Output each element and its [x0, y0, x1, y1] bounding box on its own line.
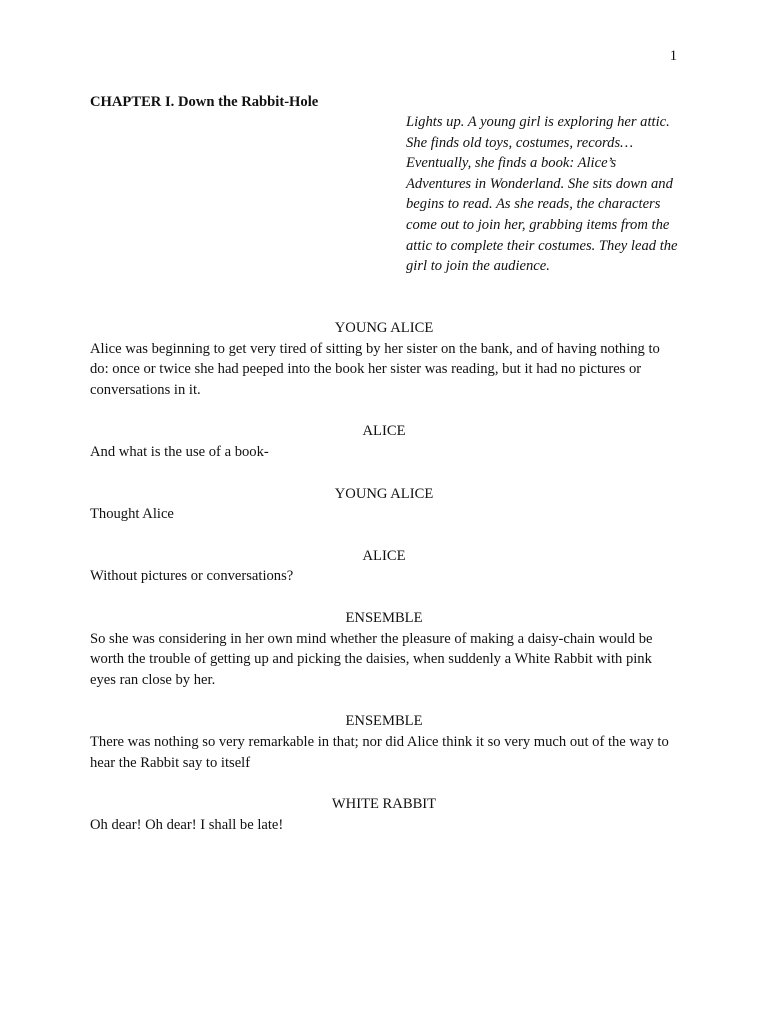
character-name: WHITE RABBIT [331, 796, 437, 813]
script-body [90, 318, 680, 856]
chapter-title: CHAPTER I. Down the Rabbit-Hole [90, 94, 319, 110]
dialogue-block [90, 546, 680, 587]
dialogue-block [90, 711, 680, 773]
character-name: ALICE [362, 547, 406, 564]
character-name: ENSEMBLE [345, 713, 423, 730]
dialogue-line: So she was considering in her own mind whether the pleasure of making a daisy-chain would be worth the trouble of getting up and picking the daisies, when suddenly a White Rabbit with pink eyes ran close by her. [90, 630, 653, 688]
dialogue-block [90, 318, 680, 400]
dialogue-line: There was nothing so very remarkable in that; nor did Alice think it so very much out of the way to hear the Rabbit say to itself [90, 733, 669, 771]
dialogue-block [90, 608, 680, 690]
dialogue-line: Without pictures or conversations? [90, 568, 294, 585]
character-name: ENSEMBLE [345, 609, 423, 626]
dialogue-block [90, 484, 680, 525]
character-name: YOUNG ALICE [334, 485, 434, 502]
dialogue-line: Alice was beginning to get very tired of sitting by her sister on the bank, and of having nothing to do: once or twice she had peeped into the book her sister was reading, but it had no pictures or conversations in it. [90, 340, 660, 398]
character-name: ALICE [362, 423, 406, 440]
character-name: YOUNG ALICE [334, 320, 434, 336]
stage-direction: Lights up. A young girl is exploring her attic. She finds old toys, costumes, records… Eventually, she finds a book: Alice’s Adventures in Wonderland. She sits down and begins to read. As she reads, the characters come out to join her, grabbing items from the attic to complete their costumes. They lead the girl to join the audience. [406, 114, 678, 275]
dialogue-block [90, 421, 680, 462]
dialogue-line: Thought Alice [90, 506, 174, 523]
dialogue-block [90, 794, 680, 835]
page-number: 1 [669, 48, 677, 64]
dialogue-line: Oh dear! Oh dear! I shall be late! [90, 816, 284, 833]
dialogue-line: And what is the use of a book- [90, 443, 269, 460]
